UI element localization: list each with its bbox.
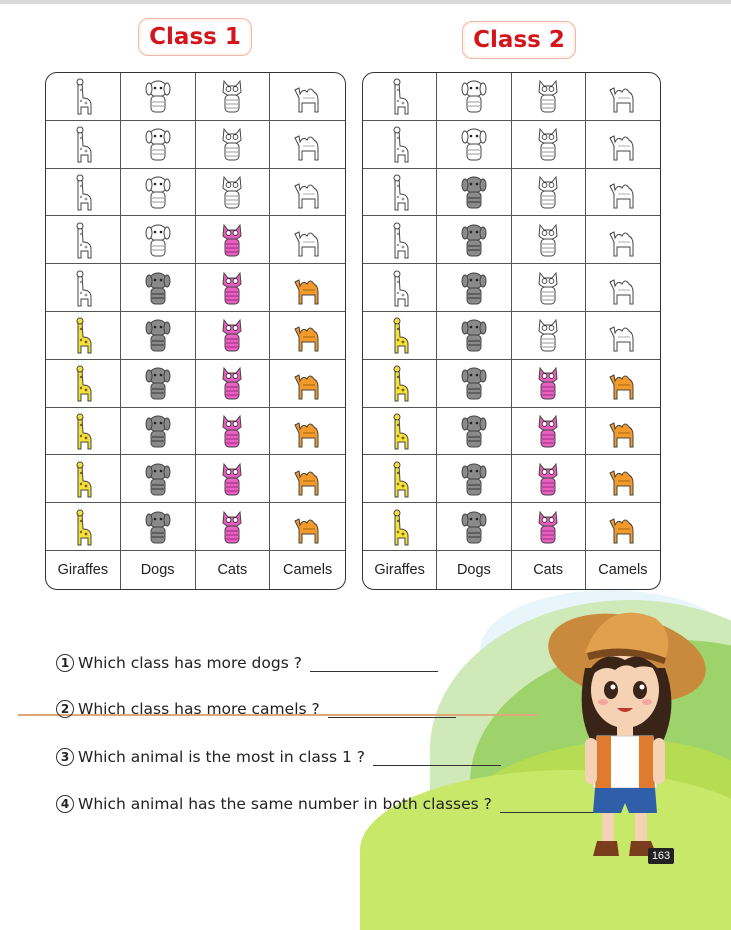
answer-blank[interactable] (328, 701, 456, 718)
camel-picture (586, 264, 660, 312)
class-1-labels (46, 551, 345, 589)
camel-picture (270, 73, 345, 121)
page-top-border (0, 0, 731, 4)
giraffe-picture (363, 121, 437, 169)
class-2-title: Class 2 (462, 21, 576, 59)
giraffe-picture (46, 503, 121, 551)
dog-picture (437, 455, 511, 503)
cat-picture (196, 264, 271, 312)
class-2-labels (363, 551, 660, 589)
giraffe-picture (46, 455, 121, 503)
column-label-giraffe: Giraffes (363, 551, 437, 589)
cat-picture (196, 121, 271, 169)
giraffe-picture (46, 169, 121, 217)
giraffe-picture (46, 264, 121, 312)
giraffe-picture (363, 312, 437, 360)
dog-picture (437, 121, 511, 169)
dog-picture (437, 216, 511, 264)
question-4 (56, 795, 600, 813)
class-2-grid (363, 73, 660, 551)
giraffe-picture (363, 503, 437, 551)
question-number: 1 (56, 654, 74, 672)
camel-picture (586, 169, 660, 217)
question-3 (56, 748, 501, 766)
dog-picture (437, 73, 511, 121)
cat-picture (512, 169, 586, 217)
column-label-cat: Cats (196, 551, 271, 589)
answer-blank[interactable] (373, 749, 501, 766)
camel-picture (270, 312, 345, 360)
camel-picture (586, 408, 660, 456)
camel-picture (586, 73, 660, 121)
giraffe-picture (46, 312, 121, 360)
dog-picture (437, 503, 511, 551)
dog-picture (121, 169, 196, 217)
camel-picture (270, 455, 345, 503)
giraffe-picture (363, 408, 437, 456)
class-2-pictograph (362, 72, 661, 590)
dog-picture (121, 121, 196, 169)
cat-picture (512, 503, 586, 551)
cat-picture (196, 312, 271, 360)
question-number: 3 (56, 748, 74, 766)
class-1-title: Class 1 (138, 18, 252, 56)
giraffe-picture (46, 360, 121, 408)
class-1-pictograph (45, 72, 346, 590)
giraffe-picture (363, 73, 437, 121)
dog-picture (121, 455, 196, 503)
giraffe-picture (46, 121, 121, 169)
question-2 (56, 700, 456, 718)
camel-picture (270, 169, 345, 217)
question-text: Which animal has the same number in both classes ? (78, 795, 492, 813)
camel-picture (586, 121, 660, 169)
camel-picture (586, 312, 660, 360)
cat-picture (196, 169, 271, 217)
cat-picture (196, 73, 271, 121)
cat-picture (196, 455, 271, 503)
dog-picture (121, 408, 196, 456)
dog-picture (121, 73, 196, 121)
girl-explorer-illustration (545, 598, 710, 860)
dog-picture (437, 312, 511, 360)
dog-picture (121, 216, 196, 264)
camel-picture (270, 408, 345, 456)
column-label-dog: Dogs (437, 551, 511, 589)
dog-picture (121, 264, 196, 312)
giraffe-picture (363, 216, 437, 264)
dog-picture (121, 312, 196, 360)
cat-picture (512, 216, 586, 264)
camel-picture (586, 503, 660, 551)
page-number: 163 (648, 848, 674, 864)
question-text: Which class has more camels ? (78, 700, 320, 718)
dog-picture (121, 503, 196, 551)
column-label-camel: Camels (598, 562, 648, 578)
giraffe-picture (363, 455, 437, 503)
camel-picture (586, 455, 660, 503)
giraffe-picture (363, 360, 437, 408)
camel-picture (270, 121, 345, 169)
cat-picture (512, 73, 586, 121)
dog-picture (437, 408, 511, 456)
camel-picture (270, 264, 345, 312)
giraffe-picture (363, 264, 437, 312)
cat-picture (512, 408, 586, 456)
giraffe-picture (46, 216, 121, 264)
class-1-grid (46, 73, 345, 551)
column-label-camel: Camels (283, 562, 333, 578)
dog-picture (121, 360, 196, 408)
cat-picture (512, 455, 586, 503)
cat-picture (512, 360, 586, 408)
camel-picture (270, 503, 345, 551)
column-label-dog: Dogs (121, 551, 196, 589)
question-number: 2 (56, 700, 74, 718)
giraffe-picture (46, 408, 121, 456)
cat-picture (512, 121, 586, 169)
dog-picture (437, 360, 511, 408)
cat-picture (512, 312, 586, 360)
question-text: Which class has more dogs ? (78, 654, 302, 672)
cat-picture (512, 264, 586, 312)
cat-picture (196, 503, 271, 551)
dog-picture (437, 169, 511, 217)
column-label-cat: Cats (512, 551, 586, 589)
giraffe-picture (363, 169, 437, 217)
question-text: Which animal is the most in class 1 ? (78, 748, 365, 766)
answer-blank[interactable] (310, 655, 438, 672)
camel-picture (586, 216, 660, 264)
question-1 (56, 654, 438, 672)
camel-picture (270, 216, 345, 264)
cat-picture (196, 216, 271, 264)
column-label-giraffe: Giraffes (46, 551, 121, 589)
camel-picture (270, 360, 345, 408)
camel-picture (586, 360, 660, 408)
giraffe-picture (46, 73, 121, 121)
cat-picture (196, 360, 271, 408)
cat-picture (196, 408, 271, 456)
dog-picture (437, 264, 511, 312)
question-number: 4 (56, 795, 74, 813)
